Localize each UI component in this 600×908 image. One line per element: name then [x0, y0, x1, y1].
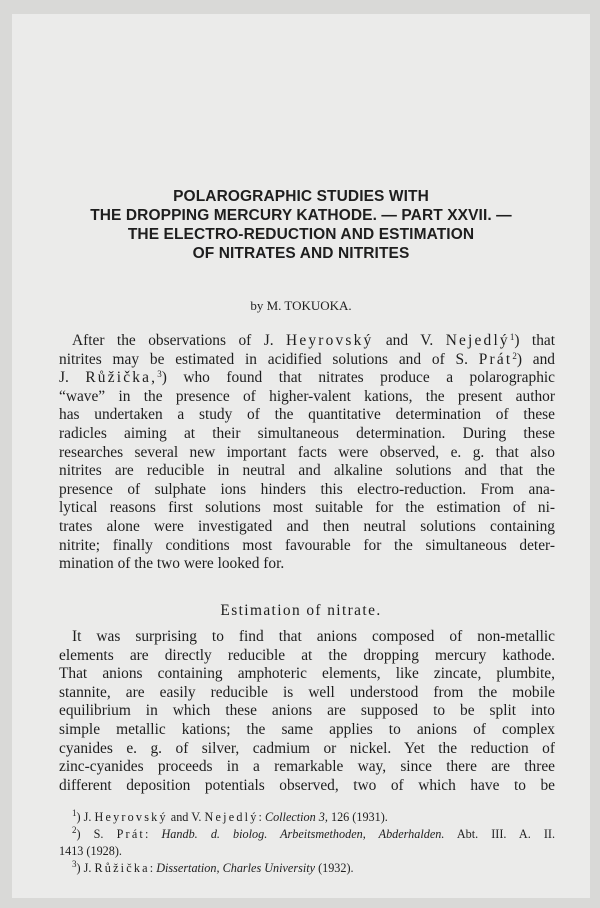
nitrate-paragraph	[59, 628, 555, 795]
footnote-ref: 2	[512, 350, 517, 361]
text-line: lytical reasons first solutions most suitable for the estimation of ni-	[59, 499, 555, 517]
footnote-2: $^2$) S. Prát: Handb. d. biolog. Arbeitsmethoden, Abderhalden. Abt. III. A. II.	[72, 825, 555, 841]
footnotes	[59, 809, 555, 877]
text-line: It was surprising to find that anions composed of non-metallic	[72, 628, 555, 645]
text-line: nitrites may be estimated in acidified solutions and of S. Prát$^2$) and	[59, 350, 555, 368]
text-line: different deposition potentials observed, two of which have to be	[59, 776, 555, 794]
article-title	[12, 187, 590, 263]
text-line: researches several new important facts were observed, e. g. that also	[59, 443, 555, 461]
text-line: simple metallic kations; the same applies to anions of complex	[59, 720, 555, 738]
author-name-spaced: Růžička,	[85, 369, 158, 387]
text-line: J. Růžička,$^3$) who found that nitrates produce a polarographic	[59, 369, 556, 387]
author-name-spaced: Prát	[478, 350, 513, 368]
footnote-2-continued: 1413 (1928).	[59, 844, 122, 858]
text-line: elements are directly reducible at the dropping mercury kathode.	[59, 646, 555, 664]
title-line: POLAROGRAPHIC STUDIES WITH	[173, 188, 429, 205]
text-line: radicles aiming at their simultaneous determination. During these	[59, 424, 555, 442]
section-heading: Estimation of nitrate.	[220, 602, 382, 619]
intro-paragraph	[59, 332, 555, 574]
title-line: OF NITRATES AND NITRITES	[192, 245, 410, 262]
byline: by M. TOKUOKA.	[250, 298, 352, 313]
author-name-spaced: Nejedlý	[445, 332, 510, 349]
footnote-ref: 1	[509, 332, 515, 342]
text-line: stannite, are easily reducible is well understood from the mobile	[59, 683, 555, 701]
text-line: trates alone were investigated and then neutral solutions containing	[59, 517, 555, 535]
footnote-ref: 3	[157, 369, 162, 380]
text-line: equilibrium in which these anions are supposed to be split into	[59, 702, 555, 720]
text-line: After the observations of J. Heyrovský and V. Nejedlý$^1$) that	[72, 332, 555, 349]
text-line: presence of sulphate ions hinders this electro-reduction. From ana-	[59, 480, 555, 498]
text-line: nitrites are reducible in neutral and alkaline solutions and that the	[59, 462, 555, 480]
title-line: THE DROPPING MERCURY KATHODE. — PART XXVII. —	[90, 207, 512, 224]
text-line: has undertaken a study of the quantitative determination of these	[59, 406, 555, 424]
text-line: “wave” in the presence of higher-valent kations, the present author	[59, 387, 555, 405]
footnote-3: $^3$) J. Růžička: Dissertation, Charles University (1932).	[72, 859, 354, 875]
text-line: cyanides e. g. of silver, cadmium or nickel. Yet the reduction of	[59, 739, 555, 757]
footnote-1: $^1$) J. Heyrovský and V. Nejedlý: Collection 3, 126 (1931).	[72, 808, 388, 824]
journal-page	[12, 14, 590, 898]
text-line: zinc-cyanides proceeds in a remarkable way, since there are three	[59, 758, 555, 776]
author-name-spaced: Heyrovský	[286, 332, 374, 349]
title-line: THE ELECTRO-REDUCTION AND ESTIMATION	[127, 226, 475, 243]
text-line: nitrite; finally conditions most favourable for the simultaneous deter-	[59, 536, 555, 554]
text-line: That anions containing amphoteric elements, like zincate, plumbite,	[59, 665, 555, 683]
text-line: mination of the two were looked for.	[59, 555, 285, 573]
